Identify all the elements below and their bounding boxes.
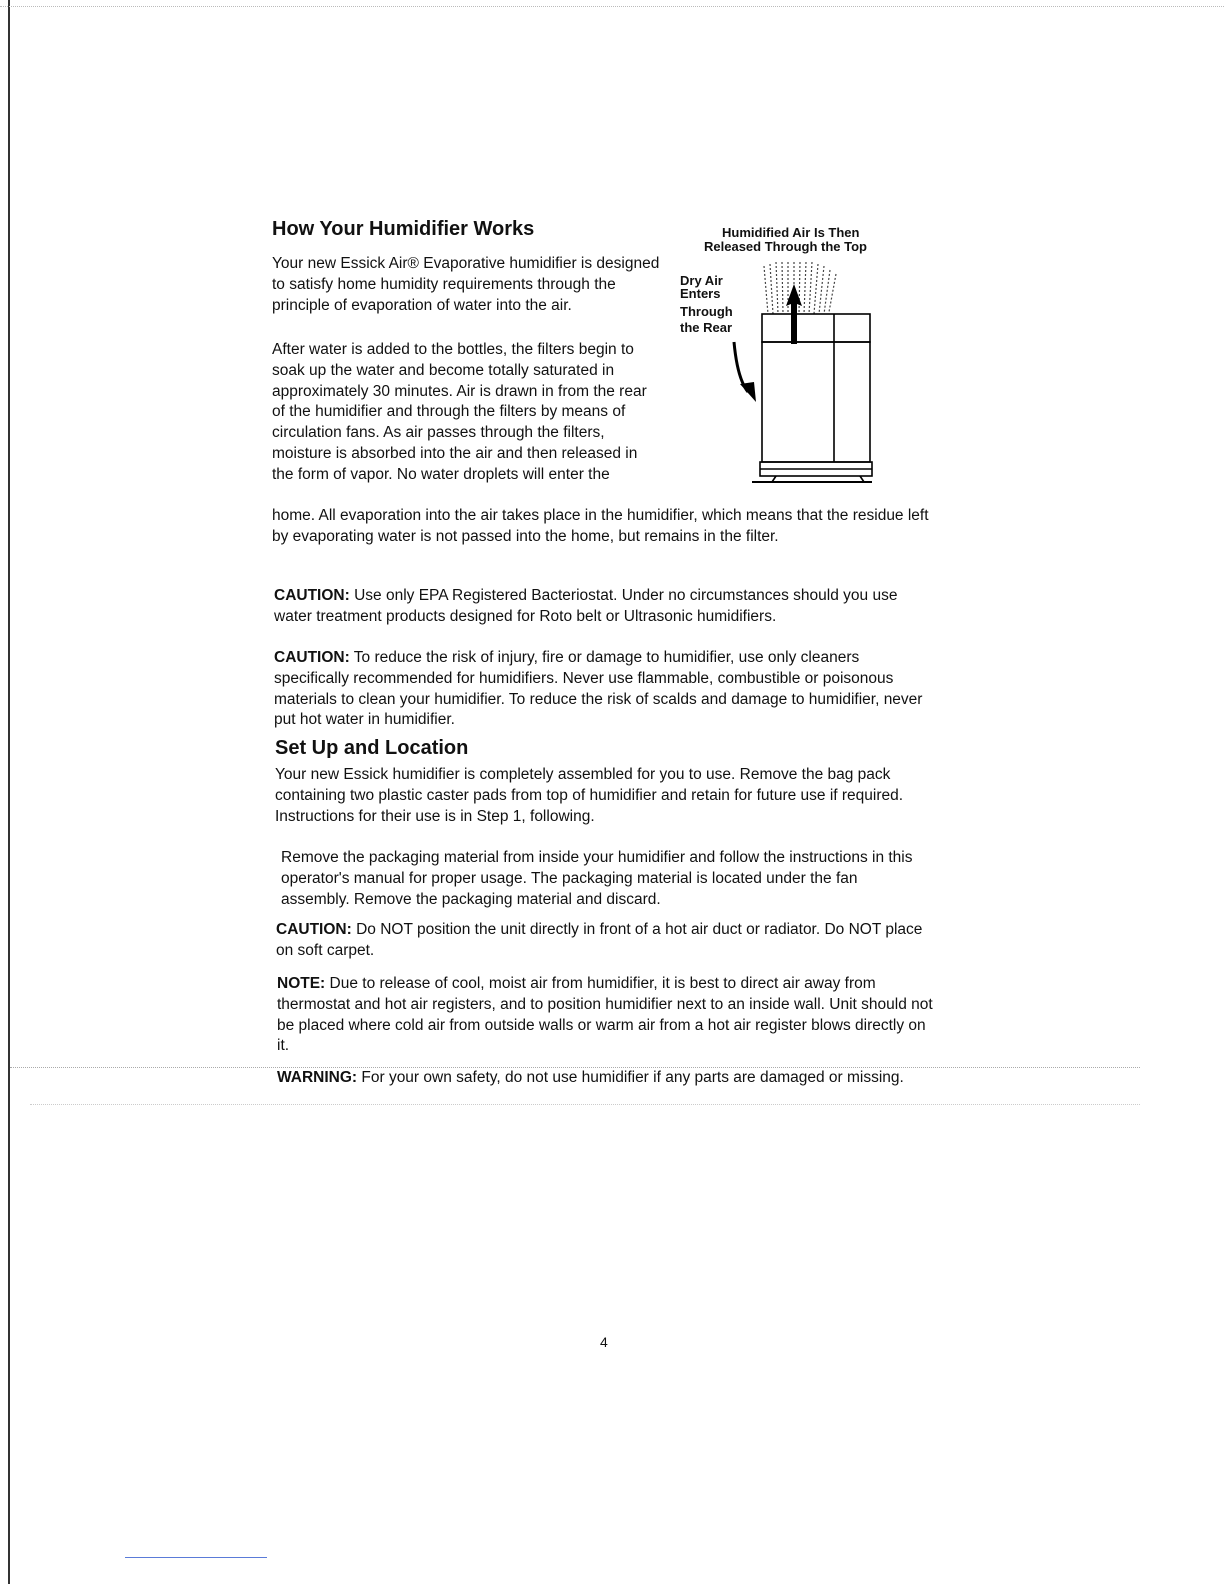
diagram-side-label-line3: Through [680, 304, 733, 319]
diagram-side-label-line4: the Rear [680, 320, 733, 335]
scan-edge-left [8, 0, 10, 1584]
diagram-top-label-line1: Humidified Air Is Then [722, 225, 860, 240]
intro-paragraph: Your new Essick Air® Evaporative humidifier is designed to satisfy home humidity requirements through the principle of evaporation of water into the air. [272, 255, 660, 314]
page-number: 4 [600, 1334, 608, 1350]
humidifier-airflow-diagram [676, 224, 912, 496]
caution-label: CAUTION: [274, 587, 350, 604]
caution-text: To reduce the risk of injury, fire or damage to humidifier, use only cleaners specifically recommended for humidifiers. Never use flammable, combustible or poisonous materials to clean your humidifier. To reduce the risk of scalds and damage to humidifier, never put hot water in humidifier. [274, 649, 923, 729]
note-airflow [277, 974, 933, 1057]
note-label: NOTE: [277, 975, 326, 992]
diagram-top-label-line2: Released Through the Top [704, 239, 867, 254]
section-title-how-it-works: How Your Humidifier Works [272, 218, 535, 240]
how-it-works-paragraph-continued: home. All evaporation into the air takes place in the humidifier, which means that the residue left by evaporating water is not passed into the home, but remains in the filter. [272, 507, 929, 545]
humidifier-body [752, 314, 872, 482]
caution-label: CAUTION: [276, 921, 352, 938]
warning-damaged-parts [277, 1068, 933, 1089]
how-it-works-paragraph: After water is added to the bottles, the filters begin to soak up the water and become totally saturated in approximately 30 minutes. Air is drawn in from the rear of the humidifier and through the filters by means of circulation fans. As air passes through the filters, moisture is absorbed into the air and then released in the form of vapor. No water droplets will enter the [272, 341, 647, 483]
diagram-side-label-line1: Dry Air [680, 273, 723, 288]
vapor-lines-icon [764, 262, 836, 314]
section-title-set-up-location: Set Up and Location [275, 737, 469, 759]
diagram-side-label-line2: Enters [680, 286, 721, 301]
scan-artifact-top [0, 6, 1224, 8]
scan-artifact-bottom [125, 1557, 267, 1558]
humidifier-drawing [676, 224, 912, 496]
setup-paragraph-1: Your new Essick humidifier is completely assembled for you to use. Remove the bag pack containing two plastic caster pads from top of humidifier and retain for future use if required. Instructions for their use is in Step 1, following. [275, 766, 904, 825]
warning-label: WARNING: [277, 1069, 358, 1086]
caution-label: CAUTION: [274, 649, 350, 666]
caution-text: Use only EPA Registered Bacteriostat. Under no circumstances should you use water treatment products designed for Roto belt or Ultrasonic humidifiers. [274, 587, 898, 625]
curved-arrow-icon [734, 342, 756, 402]
caution-text: Do NOT position the unit directly in front of a hot air duct or radiator. Do NOT place on soft carpet. [276, 921, 923, 959]
caution-bacteriostat [274, 586, 924, 628]
caution-cleaners [274, 648, 924, 731]
scan-artifact-line-2 [30, 1104, 1140, 1106]
setup-paragraph-2: Remove the packaging material from inside your humidifier and follow the instructions in this operator's manual for proper usage. The packaging material is located under the fan assembly. Remove the packaging material and discard. [281, 849, 913, 908]
note-text: Due to release of cool, moist air from humidifier, it is best to direct air away from thermostat and hot air registers, and to position humidifier next to an inside wall. Unit should not be placed where cold air from outside walls or warm air from a hot air register blows directly on it. [277, 975, 933, 1055]
caution-placement [276, 920, 936, 962]
warning-text: For your own safety, do not use humidifier if any parts are damaged or missing. [357, 1069, 904, 1086]
